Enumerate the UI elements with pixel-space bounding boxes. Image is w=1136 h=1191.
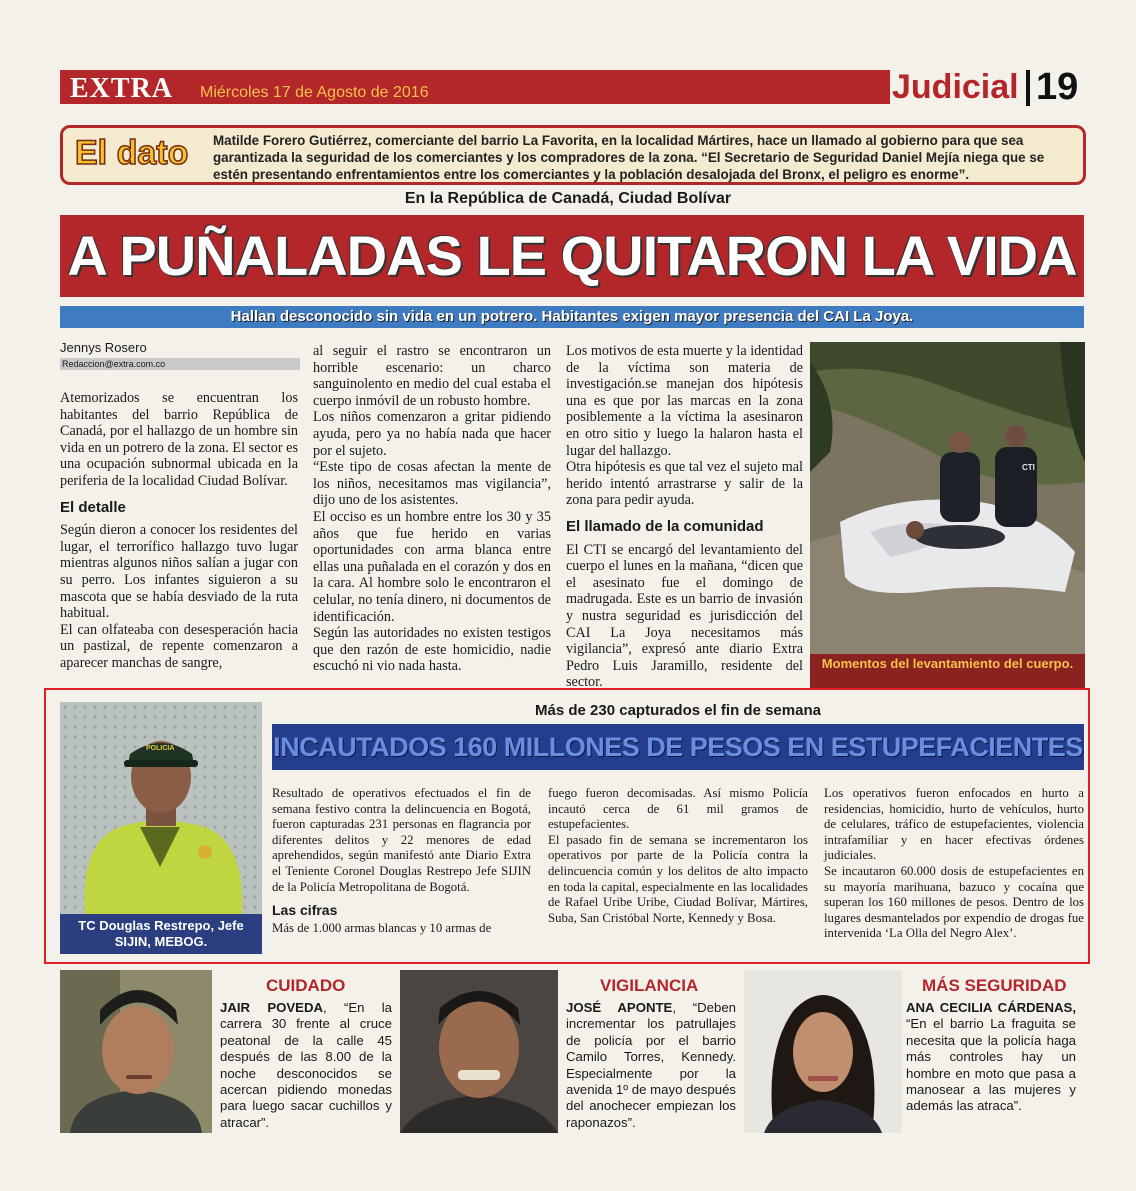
page-number-divider xyxy=(1026,70,1030,106)
section-heading-cifras: Las cifras xyxy=(272,902,338,919)
crime-scene-illustration xyxy=(810,342,1085,654)
jose-aponte-photo xyxy=(400,970,558,1133)
paragraph: Los motivos de esta muerte y la identidad de la víctima son materia de investigación.se manejan dos hipótesis una es que por las marcas en la zona posiblemente a la víctima la asesinaron en otro sitio y luego la halaron hasta el lugar del hallazgo. xyxy=(566,343,803,459)
el-dato-text: Matilde Forero Gutiérrez, comerciante del barrio La Favorita, en la localidad Mártires, hace un llamado al gobierno para que sea garantizada la seguridad de los comerciantes y los compradores de la zona. “El Secretario de Seguridad Daniel Mejía niega que se estén presentando enfrentamientos entre los comerciantes y la población desalojada del Bronx, el peligro es enorme”. xyxy=(213,133,1045,182)
article-author: Jennys Rosero xyxy=(60,340,147,355)
cti-badge: CTI xyxy=(1022,463,1035,472)
paragraph: El pasado fin de semana se incrementaron los operativos por parte de la Policía contra la delincuencia común y los delitos de alto impacto en toda la capital, especialmente en las localidades de Rafael Uribe Uribe, Ciudad Bolívar, Mártires, Suba, San Cristóbal Norte, Kennedy y Bosa. xyxy=(548,832,808,925)
portrait-illustration xyxy=(400,970,558,1133)
quote-body: “En el barrio La fraguita se necesita que la policía haga más controles hay un hombre en moto que pasa a manosear a las mujeres y además las atraca”. xyxy=(906,1016,1076,1114)
paragraph: Más de 1.000 armas blancas y 10 armas de xyxy=(272,920,492,935)
paragraph: Otra hipótesis es que tal vez el sujeto mal herido intentó arrastrarse y salir de la zona para pedir ayuda. xyxy=(566,459,803,509)
issue-date: Miércoles 17 de Agosto de 2016 xyxy=(200,84,429,101)
jair-poveda-photo xyxy=(60,970,212,1133)
paragraph: Los niños comenzaron a gritar pidiendo ayuda, pero ya no había nada que hacer por el sujeto. xyxy=(313,409,551,459)
portrait-illustration xyxy=(744,970,902,1133)
paragraph: “Este tipo de cosas afectan la mente de los niños, necesitamos mas vigilancia”, dijo uno de los asistentes. xyxy=(313,459,551,509)
box-column-1 xyxy=(272,786,531,936)
paragraph: Según las autoridades no existen testigos que den razón de este homicidio, nadie escuchó ni vio nada hasta. xyxy=(313,625,551,675)
article-column-1 xyxy=(60,390,298,672)
paragraph: Según dieron a conocer los residentes del lugar, el terrorífico hallazgo tuvo lugar mientras algunos niños salían a jugar con su perro. Los infantes siguieron a su mascota que se había desviado de la ruta habitual. xyxy=(60,522,298,622)
officer-caption: TC Douglas Restrepo, Jefe SIJIN, MEBOG. xyxy=(60,914,262,954)
quote-label-vigilancia: VIGILANCIA xyxy=(600,976,699,995)
author-email: Redaccion@extra.com.co xyxy=(60,358,300,370)
quote-label-mas-seguridad: MÁS SEGURIDAD xyxy=(922,976,1067,995)
article-column-3 xyxy=(566,343,803,691)
police-cap-text: POLICIA xyxy=(146,745,175,752)
paragraph: El occiso es un hombre entre los 30 y 35 años que fue herido en varias oportunidades con arma blanca entre ellas una puñalada en el corazón y dos en la cara. Al hombre solo le encontraron el celular, no tenía dinero, ni documentos de identificación. xyxy=(313,508,551,625)
section-heading-llamado: El llamado de la comunidad xyxy=(566,517,764,535)
box-kicker: Más de 230 capturados el fin de semana xyxy=(535,702,821,719)
quote-name: JOSÉ APONTE xyxy=(566,1000,673,1015)
quote-body: , “En la carrera 30 frente al cruce peatonal de la calle 45 después de las 8.00 de la noche desconocidos se acercan pidiendo monedas para luego sacar cuchillos y atracar”. xyxy=(220,1000,393,1130)
quote-name: JAIR POVEDA xyxy=(220,1000,324,1015)
page-header xyxy=(60,68,1084,110)
officer-photo xyxy=(60,702,262,914)
paragraph: Se incautaron 60.000 dosis de estupefacientes en su mayoría marihuana, bazuco y cocaína que superan los 160 millones de pesos. Dentro de los lugares desmantelados por expendio de drogas fue intervenida ‘La Olla del Negro Alex’. xyxy=(824,863,1084,941)
section-name: Judicial xyxy=(892,68,1019,106)
page-number: 19 xyxy=(1036,66,1079,108)
box-column-2 xyxy=(548,786,808,926)
quote-text-2 xyxy=(566,1000,736,1131)
section-heading-detalle: El detalle xyxy=(60,498,126,516)
paragraph: Los operativos fueron enfocados en hurto a residencias, homicidio, hurto de vehículos, hurto de celulares, tráfico de estupefacientes, violencia intrafamiliar y en hacer efectivas órdenes judiciales. xyxy=(824,786,1084,863)
quote-text-1 xyxy=(220,1000,392,1131)
paragraph: Resultado de operativos efectuados el fin de semana festivo contra la delincuencia en Bogotá, fueron capturadas 231 personas en flagrancia por diferentes delitos y 22 menores de edad aprehendidos, según manifestó ante Diario Extra el Teniente Coronel Douglas Restrepo Jefe SIJIN de la Policía Metropolitana de Bogotá. xyxy=(272,786,531,894)
quote-text-3 xyxy=(906,1000,1076,1115)
box-headline: INCAUTADOS 160 MILLONES DE PESOS EN ESTUPEFACIENTES xyxy=(273,732,1083,762)
newspaper-logo: EXTRA xyxy=(70,73,174,104)
paragraph: al seguir el rastro se encontraron un horrible escenario: un charco sanguinolento en medio del cual estaba el cuerpo inmóvil de un robusto hombre. xyxy=(313,343,551,409)
quote-label-cuidado: CUIDADO xyxy=(266,976,346,995)
article-kicker: En la República de Canadá, Ciudad Bolívar xyxy=(404,190,732,207)
officer-illustration xyxy=(60,702,262,914)
crime-scene-photo xyxy=(810,342,1085,654)
quote-body: , “Deben incrementar los patrullajes de policía por el barrio Camilo Torres, Kennedy. Especialmente por la avenida 1º de mayo después del anochecer empiezan los raponazos”. xyxy=(566,1000,736,1130)
crime-scene-caption: Momentos del levantamiento del cuerpo. xyxy=(810,654,1085,688)
paragraph: El CTI se encargó del levantamiento del cuerpo el lunes en la mañana, “dicen que el asesinato fue el domingo de madrugada. Este es un barrio de invasión y nustra seguridad es jurisdicción del CAI La Joya necesitamos más vigilancia”, expresó ante diario Extra Pedro Luis Jaramillo, residente del sector. xyxy=(566,541,803,691)
portrait-illustration xyxy=(60,970,212,1133)
paragraph: fuego fueron decomisadas. Así mismo Policía incautó cerca de 61 mil gramos de estupefacientes. xyxy=(548,786,808,832)
article-subhead: Hallan desconocido sin vida en un potrero. Habitantes exigen mayor presencia del CAI La Joya. xyxy=(230,308,914,325)
el-dato-label: El dato xyxy=(75,134,189,172)
box-column-3 xyxy=(824,786,1084,942)
article-column-2 xyxy=(313,343,551,675)
paragraph: El can olfateaba con desesperación hacia un pastizal, de repente comenzaron a aparecer manchas de sangre, xyxy=(60,621,298,671)
ana-cecilia-photo xyxy=(744,970,902,1133)
article-headline: A PUÑALADAS LE QUITARON LA VIDA xyxy=(67,224,1077,287)
quote-name: ANA CECILIA CÁRDENAS, xyxy=(906,1000,1076,1015)
header-band xyxy=(60,70,890,104)
paragraph: Atemorizados se encuentran los habitantes del barrio República de Canadá, por el hallazgo de un hombre sin vida en un potrero de la zona. El sector es una ocupación subnormal ubicada en la periferia de la localidad Ciudad Bolívar. xyxy=(60,390,298,489)
el-dato-box xyxy=(60,125,1086,185)
